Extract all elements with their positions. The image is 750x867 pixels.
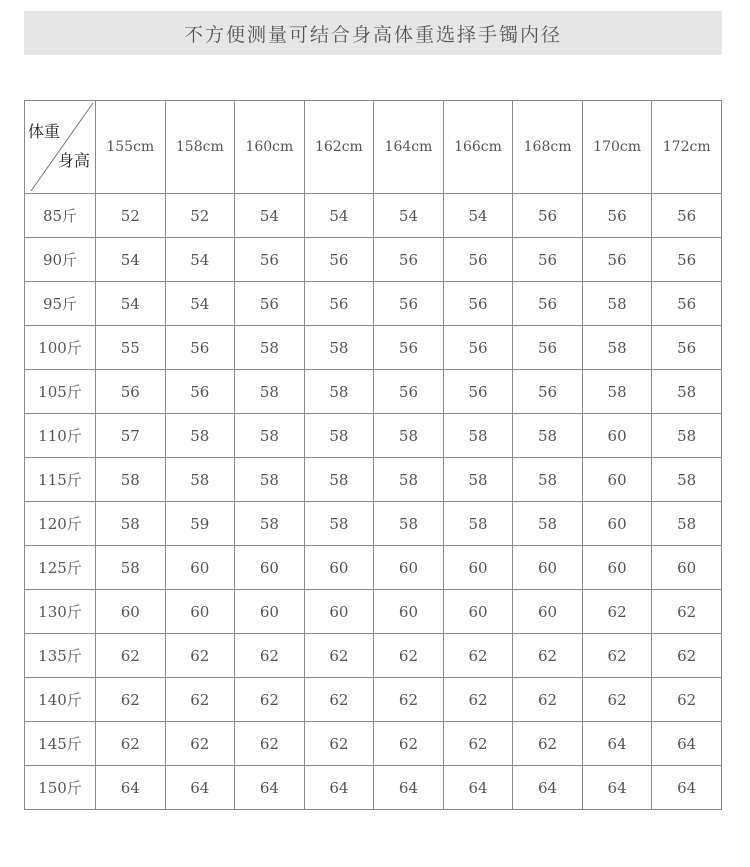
size-cell: 54 xyxy=(235,194,305,238)
size-cell: 62 xyxy=(235,634,305,678)
size-cell: 62 xyxy=(652,678,722,722)
size-cell: 60 xyxy=(304,546,374,590)
diagonal-divider xyxy=(25,101,96,193)
table-row xyxy=(25,370,722,414)
size-cell: 58 xyxy=(443,502,513,546)
size-cell: 58 xyxy=(304,370,374,414)
size-cell: 64 xyxy=(443,766,513,810)
weight-axis-label: 体重 xyxy=(28,122,61,141)
size-cell: 60 xyxy=(582,458,652,502)
size-cell: 64 xyxy=(165,766,235,810)
size-cell: 54 xyxy=(96,282,166,326)
size-cell: 56 xyxy=(374,282,444,326)
size-cell: 62 xyxy=(374,634,444,678)
size-cell: 62 xyxy=(513,634,583,678)
table-row xyxy=(25,194,722,238)
size-cell: 62 xyxy=(513,722,583,766)
size-cell: 56 xyxy=(235,282,305,326)
size-cell: 62 xyxy=(513,678,583,722)
weight-header: 100斤 xyxy=(25,326,96,370)
size-cell: 58 xyxy=(165,458,235,502)
size-cell: 64 xyxy=(235,766,305,810)
size-cell: 58 xyxy=(582,326,652,370)
height-header: 170cm xyxy=(582,101,652,194)
size-cell: 62 xyxy=(304,634,374,678)
size-cell: 52 xyxy=(96,194,166,238)
size-cell: 60 xyxy=(165,590,235,634)
size-cell: 56 xyxy=(374,238,444,282)
size-cell: 60 xyxy=(374,546,444,590)
size-cell: 64 xyxy=(304,766,374,810)
height-header: 172cm xyxy=(652,101,722,194)
weight-header: 120斤 xyxy=(25,502,96,546)
table-row xyxy=(25,502,722,546)
height-header: 168cm xyxy=(513,101,583,194)
size-cell: 58 xyxy=(652,370,722,414)
size-cell: 56 xyxy=(443,282,513,326)
size-cell: 60 xyxy=(235,590,305,634)
table-row xyxy=(25,546,722,590)
size-cell: 60 xyxy=(443,546,513,590)
table-row xyxy=(25,722,722,766)
header-row xyxy=(25,101,722,194)
weight-header: 115斤 xyxy=(25,458,96,502)
height-axis-label: 身高 xyxy=(58,151,91,170)
table-row xyxy=(25,634,722,678)
size-cell: 54 xyxy=(165,238,235,282)
height-header: 166cm xyxy=(443,101,513,194)
size-cell: 56 xyxy=(513,370,583,414)
size-cell: 58 xyxy=(304,502,374,546)
size-cell: 56 xyxy=(96,370,166,414)
size-cell: 60 xyxy=(235,546,305,590)
weight-header: 140斤 xyxy=(25,678,96,722)
size-cell: 56 xyxy=(165,326,235,370)
size-cell: 58 xyxy=(374,502,444,546)
size-cell: 60 xyxy=(582,546,652,590)
size-cell: 64 xyxy=(374,766,444,810)
size-cell: 60 xyxy=(652,546,722,590)
page-title: 不方便测量可结合身高体重选择手镯内径 xyxy=(24,11,722,55)
size-cell: 56 xyxy=(304,238,374,282)
size-cell: 58 xyxy=(513,458,583,502)
size-cell: 62 xyxy=(96,634,166,678)
size-cell: 56 xyxy=(513,326,583,370)
size-cell: 58 xyxy=(96,546,166,590)
size-cell: 54 xyxy=(96,238,166,282)
size-cell: 56 xyxy=(165,370,235,414)
size-cell: 58 xyxy=(652,502,722,546)
table-row xyxy=(25,282,722,326)
size-cell: 54 xyxy=(374,194,444,238)
size-cell: 64 xyxy=(582,722,652,766)
size-cell: 58 xyxy=(304,414,374,458)
weight-header: 135斤 xyxy=(25,634,96,678)
size-cell: 56 xyxy=(513,282,583,326)
corner-header xyxy=(25,101,96,194)
size-cell: 62 xyxy=(165,678,235,722)
size-cell: 60 xyxy=(582,414,652,458)
height-header: 155cm xyxy=(96,101,166,194)
size-cell: 62 xyxy=(96,678,166,722)
size-cell: 56 xyxy=(374,370,444,414)
size-cell: 62 xyxy=(443,678,513,722)
size-cell: 58 xyxy=(374,414,444,458)
height-header: 158cm xyxy=(165,101,235,194)
weight-header: 125斤 xyxy=(25,546,96,590)
weight-header: 150斤 xyxy=(25,766,96,810)
weight-header: 85斤 xyxy=(25,194,96,238)
size-cell: 58 xyxy=(652,414,722,458)
size-cell: 54 xyxy=(443,194,513,238)
height-header: 162cm xyxy=(304,101,374,194)
size-cell: 62 xyxy=(652,590,722,634)
size-cell: 58 xyxy=(652,458,722,502)
table-row xyxy=(25,590,722,634)
size-cell: 58 xyxy=(513,414,583,458)
size-cell: 56 xyxy=(235,238,305,282)
size-cell: 56 xyxy=(443,370,513,414)
size-cell: 60 xyxy=(165,546,235,590)
size-cell: 60 xyxy=(96,590,166,634)
size-cell: 58 xyxy=(235,458,305,502)
size-cell: 62 xyxy=(443,722,513,766)
size-cell: 62 xyxy=(582,590,652,634)
size-cell: 56 xyxy=(443,238,513,282)
bracelet-size-table xyxy=(24,100,722,810)
size-cell: 56 xyxy=(513,238,583,282)
size-cell: 62 xyxy=(374,678,444,722)
size-cell: 62 xyxy=(582,634,652,678)
size-cell: 60 xyxy=(513,546,583,590)
weight-header: 145斤 xyxy=(25,722,96,766)
size-cell: 56 xyxy=(513,194,583,238)
size-cell: 56 xyxy=(304,282,374,326)
size-cell: 56 xyxy=(443,326,513,370)
size-cell: 58 xyxy=(304,326,374,370)
size-cell: 58 xyxy=(443,458,513,502)
weight-header: 110斤 xyxy=(25,414,96,458)
size-cell: 64 xyxy=(96,766,166,810)
size-cell: 62 xyxy=(304,678,374,722)
size-cell: 58 xyxy=(96,502,166,546)
size-cell: 56 xyxy=(582,194,652,238)
size-cell: 58 xyxy=(165,414,235,458)
table-row xyxy=(25,238,722,282)
size-cell: 56 xyxy=(652,326,722,370)
size-cell: 62 xyxy=(443,634,513,678)
size-cell: 57 xyxy=(96,414,166,458)
size-cell: 56 xyxy=(652,282,722,326)
size-cell: 62 xyxy=(235,722,305,766)
size-cell: 55 xyxy=(96,326,166,370)
size-cell: 62 xyxy=(652,634,722,678)
size-cell: 60 xyxy=(513,590,583,634)
size-cell: 58 xyxy=(96,458,166,502)
table-row xyxy=(25,326,722,370)
size-cell: 58 xyxy=(513,502,583,546)
size-cell: 58 xyxy=(443,414,513,458)
size-cell: 54 xyxy=(165,282,235,326)
size-cell: 60 xyxy=(582,502,652,546)
size-cell: 62 xyxy=(235,678,305,722)
weight-header: 90斤 xyxy=(25,238,96,282)
size-cell: 54 xyxy=(304,194,374,238)
size-cell: 58 xyxy=(374,458,444,502)
size-cell: 64 xyxy=(513,766,583,810)
size-cell: 52 xyxy=(165,194,235,238)
height-header: 160cm xyxy=(235,101,305,194)
size-cell: 56 xyxy=(374,326,444,370)
size-cell: 62 xyxy=(165,722,235,766)
weight-header: 130斤 xyxy=(25,590,96,634)
size-cell: 64 xyxy=(652,766,722,810)
size-cell: 60 xyxy=(374,590,444,634)
size-cell: 58 xyxy=(582,370,652,414)
size-cell: 58 xyxy=(235,370,305,414)
size-cell: 60 xyxy=(304,590,374,634)
size-cell: 62 xyxy=(374,722,444,766)
size-cell: 62 xyxy=(96,722,166,766)
table-row xyxy=(25,458,722,502)
table-row xyxy=(25,678,722,722)
size-cell: 64 xyxy=(652,722,722,766)
size-cell: 62 xyxy=(165,634,235,678)
size-cell: 62 xyxy=(304,722,374,766)
table-row xyxy=(25,766,722,810)
table-body xyxy=(25,194,722,810)
size-cell: 58 xyxy=(235,502,305,546)
height-header: 164cm xyxy=(374,101,444,194)
size-cell: 62 xyxy=(582,678,652,722)
size-cell: 56 xyxy=(652,194,722,238)
size-cell: 56 xyxy=(582,238,652,282)
table-row xyxy=(25,414,722,458)
weight-header: 95斤 xyxy=(25,282,96,326)
size-cell: 58 xyxy=(582,282,652,326)
size-cell: 58 xyxy=(304,458,374,502)
size-cell: 64 xyxy=(582,766,652,810)
weight-header: 105斤 xyxy=(25,370,96,414)
size-cell: 58 xyxy=(235,326,305,370)
size-cell: 56 xyxy=(652,238,722,282)
size-cell: 58 xyxy=(235,414,305,458)
size-cell: 59 xyxy=(165,502,235,546)
size-cell: 60 xyxy=(443,590,513,634)
